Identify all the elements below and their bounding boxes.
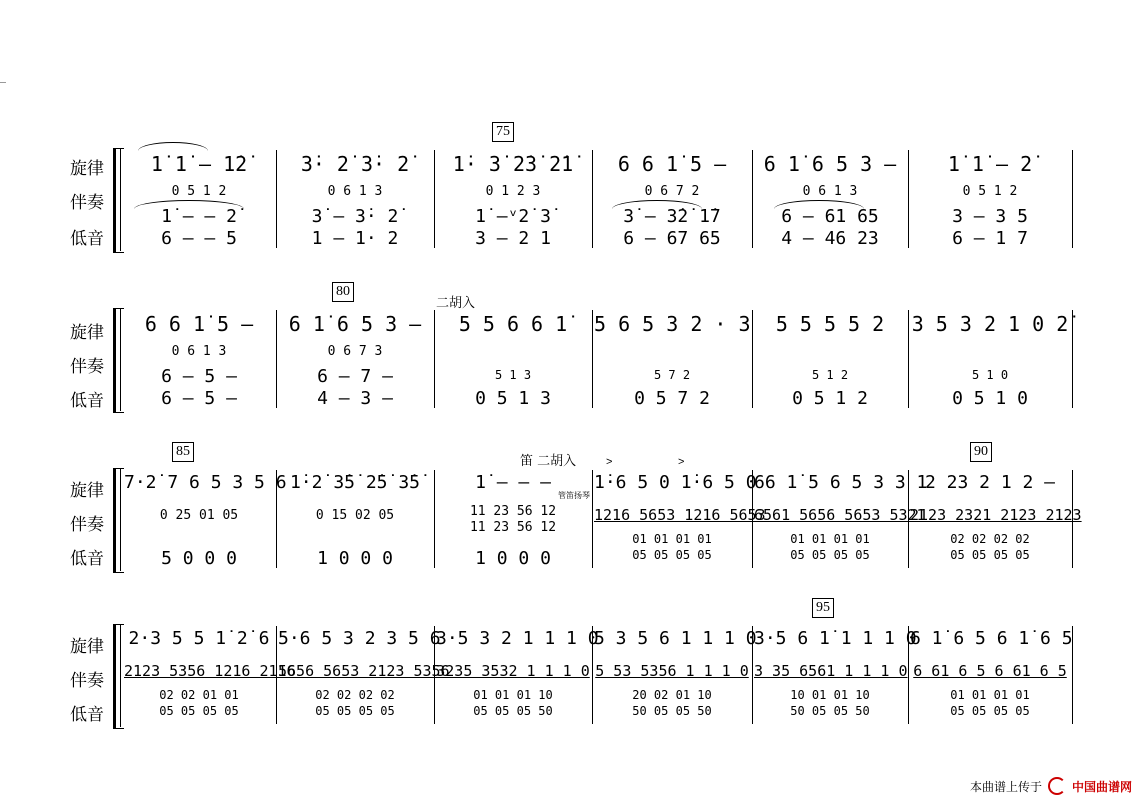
measure [278, 148, 432, 258]
bass-lower-notes: 50 05 05 50 [790, 704, 870, 718]
melody-notes: 66 1̇ 5 6 5 3 3 1 [754, 472, 928, 493]
bass-lower-notes: 3 – 2 1 [475, 228, 551, 249]
barline [752, 150, 753, 248]
bass-lower-notes: 6 – 5 – [161, 388, 237, 409]
accent-mark: > [606, 456, 613, 468]
barline [276, 626, 277, 724]
melody-notes: 1̇· 3̇ 2̇3̇ 2̇1̇ [452, 152, 574, 176]
barline [908, 310, 909, 408]
melody-notes: 2 23 2 1 2 – [924, 472, 1056, 493]
bass-upper-notes: 3̇ – 3̇2̇ 1̇7 [623, 206, 721, 227]
label-melody: 旋律 [70, 481, 104, 501]
melody-notes: 2·3 5 5 1̇ 2̇ 6 [128, 628, 270, 649]
footer-text: 本曲谱上传于 [969, 779, 1042, 794]
measure [910, 148, 1070, 258]
melody-notes: 6 6 1̇ 5 – [617, 152, 727, 176]
bass-lower-notes: 1 – 1· 2 [311, 228, 399, 249]
measure [124, 148, 274, 258]
measure [594, 624, 757, 734]
measure [594, 148, 750, 258]
measure [754, 148, 906, 258]
label-bass: 低音 [70, 705, 104, 725]
accompaniment-notes: 0 5 1 2 [171, 184, 227, 199]
bass-upper-notes: 02 02 02 02 [315, 688, 395, 702]
melody-notes: 3·5 3 2 1 1 1 0 [436, 628, 599, 649]
accompaniment-notes: 0 6 7 2 [644, 184, 700, 199]
accompaniment-notes: 2123 5356 1216 2116 [124, 662, 296, 680]
barline [434, 626, 435, 724]
bass-lower-notes: 05 05 05 05 [315, 704, 395, 718]
measure [910, 308, 1070, 418]
barline [908, 626, 909, 724]
footer-credit [970, 777, 1132, 795]
bass-lower-notes: 5 0 0 0 [161, 548, 237, 569]
measure [910, 624, 1073, 734]
label-bass: 低音 [70, 391, 104, 411]
bass-upper-notes: 02 02 01 01 [159, 688, 239, 702]
melody-notes: 6 6 1̇ 5 – [144, 312, 254, 336]
accompaniment-notes: 0 6 7 3 [327, 344, 383, 359]
accompaniment-notes: 3 35 6561 1 1 1 0 [754, 662, 908, 680]
barline [1072, 626, 1073, 724]
label-melody: 旋律 [70, 323, 104, 343]
melody-notes: 5 3 5 6 1 1 1 0 [594, 628, 757, 649]
site-logo-icon [1048, 777, 1066, 795]
melody-notes: 1̇ – – – [475, 472, 551, 493]
barline [276, 470, 277, 568]
label-accompaniment: 伴奏 [70, 357, 104, 377]
barline [1072, 150, 1073, 248]
melody-notes: 3̇· 2̇ 3̇· 2̇ [300, 152, 410, 176]
measure [754, 308, 906, 418]
bass-lower-notes: 4 – 46 23 [781, 228, 879, 249]
barline [434, 310, 435, 408]
label-bass: 低音 [70, 229, 104, 249]
accompaniment-notes: 3235 3532 1 1 1 0 [436, 662, 590, 680]
slur [138, 142, 208, 151]
bass-lower-notes: 05 05 05 05 [790, 548, 870, 562]
bass-lower-notes: 05 05 05 05 [632, 548, 712, 562]
measure [754, 600, 917, 734]
bass-upper-notes: 01 01 01 01 [790, 532, 870, 546]
bass-lower-notes: 05 05 05 05 [159, 704, 239, 718]
barline [434, 470, 435, 568]
melody-notes: 1̇·6 5 0 1̇·6 5 0 [594, 472, 757, 493]
melody-notes: 6 1̇ 6 5 3 – [763, 152, 897, 176]
label-accompaniment: 伴奏 [70, 671, 104, 691]
barline [752, 470, 753, 568]
system-brace-line [120, 308, 121, 411]
label-melody: 旋律 [70, 637, 104, 657]
bass-upper-notes: 1̇ – – 2̇ [161, 206, 237, 227]
barline [592, 150, 593, 248]
bass-lower-notes: 0 5 1 3 [475, 388, 551, 409]
bass-upper-notes: 1̇ –ᵛ2̇ 3̇ [475, 206, 551, 227]
bass-lower-notes: 05 05 05 50 [473, 704, 553, 718]
system-brace-line [120, 624, 121, 727]
melody-notes: 1̇ 1̇ – 2̇ [947, 152, 1033, 176]
system-brace [113, 624, 124, 729]
accompaniment-notes: 0 6 1 3 [327, 184, 383, 199]
accompaniment-notes: 0 25 01 05 [159, 508, 239, 523]
bass-upper-notes: 01 01 01 01 [950, 688, 1030, 702]
accompaniment-notes: 0 15 02 05 [315, 508, 395, 523]
bass-lower-notes: 1 0 0 0 [317, 548, 393, 569]
bass-lower-notes: 6 – – 5 [161, 228, 237, 249]
score-system-1 [0, 124, 1144, 268]
bass-upper-notes: 6 – 5 – [161, 366, 237, 387]
system-brace-line [120, 468, 121, 571]
barline [752, 626, 753, 724]
bass-lower-notes: 05 05 05 05 [950, 704, 1030, 718]
melody-notes: 5 5 5 5 2 [775, 312, 885, 336]
melody-notes: 1̇ 1̇ – 1̇2̇ [150, 152, 248, 176]
measure-number: 85 [172, 442, 194, 462]
accompaniment-notes: 5 1 2 [811, 368, 849, 382]
system-brace [113, 148, 124, 253]
instrument-note: 管笛扬琴 [558, 491, 590, 500]
accompaniment-notes: 0 6 1 3 [802, 184, 858, 199]
measure [124, 444, 287, 578]
barline [434, 150, 435, 248]
melody-notes: 6 1̇ 6 5 6 1̇ 6 5 [910, 628, 1073, 649]
bass-upper-notes: 01 01 01 10 [473, 688, 553, 702]
bass-lower-notes: 50 05 05 50 [632, 704, 712, 718]
measure [278, 624, 450, 734]
measure [594, 456, 766, 578]
measure [124, 308, 274, 418]
measure [910, 444, 1082, 578]
barline [1072, 310, 1073, 408]
accompaniment-notes: 5 1 0 [971, 368, 1009, 382]
melody-notes: 5 6 5 3 2 · 3 [594, 312, 751, 336]
melody-notes: 3 5 3 2 1 0 2̇ [911, 312, 1069, 336]
bass-upper-notes: 02 02 02 02 [950, 532, 1030, 546]
bass-upper-notes: 3 – 3 5 [952, 206, 1028, 227]
barline [592, 626, 593, 724]
bass-lower-notes: 0 5 1 2 [792, 388, 868, 409]
barline [908, 470, 909, 568]
bass-upper-notes: 3̇ – 3̇· 2̇ [311, 206, 399, 227]
margin-mark [0, 82, 6, 83]
score-system-3 [0, 444, 1144, 588]
measure-number: 75 [492, 122, 514, 142]
measure [124, 624, 296, 734]
accompaniment-notes: 6561 5656 5653 5321 [754, 506, 926, 524]
bass-lower-notes: 6 – 67 65 [623, 228, 721, 249]
measure [436, 296, 590, 418]
system-brace [113, 468, 124, 573]
barline [592, 310, 593, 408]
slur [774, 200, 864, 209]
melody-notes: 5·6 5 3 2 3 5 6 [278, 628, 441, 649]
measure [436, 624, 599, 734]
accompaniment-notes: 2123 2321 2123 2123 [910, 506, 1082, 524]
measure [278, 468, 432, 578]
measure [754, 468, 928, 578]
measure [436, 454, 590, 578]
label-accompaniment: 伴奏 [70, 193, 104, 213]
bass-lower-notes: 05 05 05 05 [950, 548, 1030, 562]
bass-upper-notes: 20 02 01 10 [632, 688, 712, 702]
bass-lower-notes: 1 0 0 0 [475, 548, 551, 569]
measure-number: 90 [970, 442, 992, 462]
accompaniment-notes: 5656 5653 2123 5356 [278, 662, 450, 680]
accent-mark: > [678, 456, 685, 468]
accompaniment-notes: 0 6 1 3 [171, 344, 227, 359]
barline [592, 470, 593, 568]
measure [278, 284, 432, 418]
bass-lower-notes: 4 – 3 – [317, 388, 393, 409]
label-bass: 低音 [70, 549, 104, 569]
measure-number: 80 [332, 282, 354, 302]
slur [134, 200, 244, 209]
melody-notes: 1̇·2̇ 3̇5̇ 2̇5̇ 3̇5̇ [289, 472, 421, 493]
bass-upper-notes: 01 01 01 01 [632, 532, 712, 546]
barline [1072, 470, 1073, 568]
accompaniment-notes: 1216 5653 1216 5653 [594, 506, 766, 524]
system-brace-line [120, 148, 121, 251]
melody-notes: 7·2̇ 7 6 5 3 5 6 [124, 472, 287, 493]
accompaniment-lower-notes: 11 23 56 12 [469, 520, 557, 535]
score-system-2 [0, 284, 1144, 428]
accompaniment-notes: 5 53 5356 1 1 1 0 [595, 662, 749, 680]
accompaniment-notes: 6 61 6 5 6 61 6 5 [913, 662, 1067, 680]
barline [752, 310, 753, 408]
slur [612, 200, 702, 209]
accompaniment-notes: 5 1 3 [494, 368, 532, 382]
site-logo-text[interactable]: 中国曲谱网 [1071, 779, 1132, 794]
bass-lower-notes: 0 5 1 0 [952, 388, 1028, 409]
melody-notes: 5 5 6 6 1̇ [458, 312, 568, 336]
entry-annotation: 笛 二胡入 [520, 454, 577, 469]
bass-upper-notes: 6 – 7 – [317, 366, 393, 387]
label-accompaniment: 伴奏 [70, 515, 104, 535]
accompaniment-notes: 5 7 2 [653, 368, 691, 382]
score-system-4 [0, 600, 1144, 744]
melody-notes: 6 1̇ 6 5 3 – [288, 312, 422, 336]
bass-upper-notes: 6 – 61 65 [781, 206, 879, 227]
bass-lower-notes: 0 5 7 2 [634, 388, 710, 409]
system-brace [113, 308, 124, 413]
measure-number: 95 [812, 598, 834, 618]
barline [276, 310, 277, 408]
bass-lower-notes: 6 – 1 7 [952, 228, 1028, 249]
accompaniment-notes: 0 5 1 2 [962, 184, 1018, 199]
accompaniment-notes: 0 1 2 3 [485, 184, 541, 199]
bass-upper-notes: 10 01 01 10 [790, 688, 870, 702]
label-melody: 旋律 [70, 159, 104, 179]
melody-notes: 3·5 6 1̇ 1 1 1 0 [754, 628, 917, 649]
measure [594, 308, 750, 418]
entry-annotation: 二胡入 [436, 296, 476, 311]
measure [436, 124, 590, 258]
barline [276, 150, 277, 248]
barline [908, 150, 909, 248]
accompaniment-notes: 11 23 56 12 [469, 504, 557, 519]
